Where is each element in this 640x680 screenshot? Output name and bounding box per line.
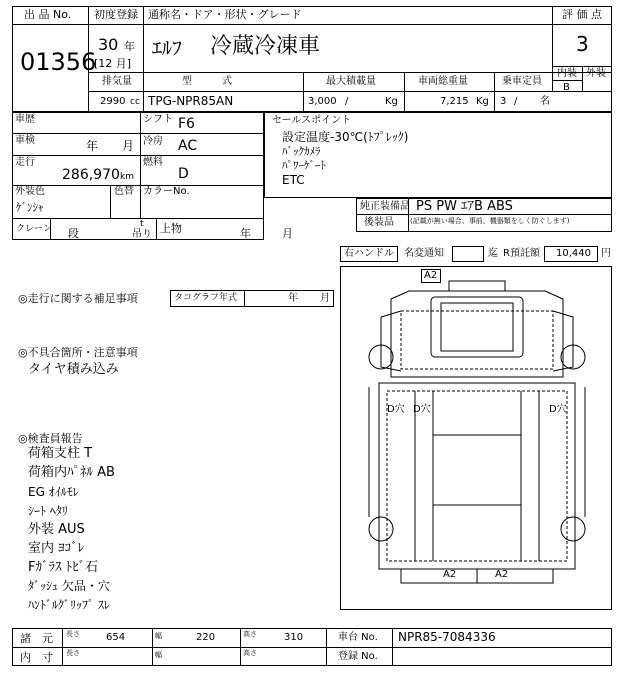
defects-title: ◎不具合箇所・注意事項 <box>18 346 138 359</box>
overall-score: 3 <box>576 32 589 56</box>
crane-stage: 段 <box>68 227 79 240</box>
fuel-label: 燃料 <box>143 157 163 168</box>
upper-year: 年 <box>240 227 251 240</box>
divider <box>404 72 405 112</box>
load-label: 最大積載量 <box>326 76 376 87</box>
body-type: 冷蔵冷凍車 <box>210 34 321 59</box>
inspector-item: 室内 ﾖｺﾞﾚ <box>28 541 85 556</box>
recycle-label: R預託額 <box>503 248 540 259</box>
aftermarket-label: 後装品 <box>364 217 394 228</box>
model-label: 型 式 <box>182 76 232 87</box>
mileage-unit: km <box>120 172 134 182</box>
divider <box>392 628 393 666</box>
inspector-item: Fｶﾞﾗｽ ﾄﾋﾞ石 <box>28 560 99 575</box>
sales-point-item: 設定温度-30℃(ﾄﾌﾟﾚｯｸ) <box>282 130 409 144</box>
damage-mark: A2 <box>495 569 509 580</box>
interior-label: 内装 <box>557 68 577 79</box>
running-remarks-title: ◎走行に関する補足事項 <box>18 292 138 305</box>
divider <box>326 628 327 666</box>
displacement-label: 排気量 <box>102 76 132 87</box>
tacho-label: タコグラフ年式 <box>174 293 238 303</box>
displacement-value: 2990 <box>100 96 126 107</box>
divider <box>140 185 141 218</box>
divider <box>110 185 111 218</box>
capacity-label: 乗車定員 <box>502 76 542 87</box>
width-value: 220 <box>196 632 216 643</box>
truck-outline-icon <box>341 267 613 611</box>
recycle-amount: 10,440 <box>556 248 591 259</box>
interior-dims-label: 内 寸 <box>20 651 53 664</box>
deadline-label: 迄 <box>488 248 498 259</box>
divider <box>240 628 241 666</box>
length-label: 長さ <box>66 649 80 657</box>
reg-year: 30 <box>98 35 119 54</box>
ext-color-value: ｹﾞﾝｼｬ <box>16 201 44 214</box>
color-change-label: 色替 <box>114 186 134 197</box>
name-change-box <box>452 246 484 262</box>
mileage-value: 286,970 <box>62 167 120 183</box>
length-value: 654 <box>106 632 126 643</box>
vehicle-diagram <box>340 266 612 610</box>
width-label: 幅 <box>155 632 162 640</box>
shift-value: F6 <box>178 116 195 132</box>
divider <box>552 80 582 81</box>
length-label: 長さ <box>66 630 80 638</box>
aftermarket-note: (記載が無い場合、事前、機器類をしく防ぐします) <box>410 217 570 225</box>
gross-label: 車両総重量 <box>418 76 468 87</box>
divider <box>88 72 612 73</box>
inspector-item: 荷箱支柱 T <box>28 446 93 461</box>
color-code-label: カラーNo. <box>143 186 190 197</box>
divider <box>143 6 144 72</box>
eval-label: 評 価 点 <box>562 8 602 21</box>
inspector-item: ｼｰﾄ ﾍﾀﾘ <box>28 504 68 518</box>
crane-ton: t <box>140 219 144 229</box>
name-change-label: 名変通知 <box>404 248 444 259</box>
load-unit: Kg <box>385 96 398 107</box>
inspection-year: 年 <box>86 139 99 153</box>
standard-equipment-value: PS PW ｴｱB ABS <box>416 199 513 214</box>
sales-point-item: ﾊﾟﾜｰｹﾞｰﾄ <box>282 159 326 172</box>
first-reg-label: 初度登録 <box>94 8 138 21</box>
divider <box>12 155 264 156</box>
history-label: 車歴 <box>15 114 35 125</box>
lot-number: 01356 <box>20 48 97 76</box>
height-value: 310 <box>284 632 304 643</box>
chassis-label: 車台 No. <box>338 632 378 643</box>
right-hand-label: 右ハンドル <box>344 248 394 259</box>
ac-label: 冷房 <box>143 136 163 147</box>
load-value: 3,000 <box>308 96 337 107</box>
displacement-unit: cc <box>130 97 140 107</box>
standard-equipment-label: 純正装備品 <box>360 201 410 212</box>
fuel-value: D <box>178 166 189 182</box>
lot-label: 出 品 No. <box>24 8 72 21</box>
load-separator: / <box>345 96 349 107</box>
model-value: TPG-NPR85AN <box>148 94 234 108</box>
damage-mark: D穴 <box>549 404 567 415</box>
height-label: 高さ <box>243 649 257 657</box>
inspection-month: 月 <box>122 139 135 153</box>
defect-item: タイヤ積み込み <box>28 362 119 377</box>
name-label: 通称名・ドア・形状・グレード <box>148 8 302 21</box>
inspector-item: ﾊﾝﾄﾞﾙｸﾞﾘｯﾌﾟ ｽﾚ <box>28 598 110 612</box>
reg-year-unit: 年 <box>124 40 135 53</box>
ext-color-label: 外装色 <box>15 186 45 197</box>
upper-label: 上物 <box>160 222 182 235</box>
registration-label: 登録 No. <box>338 651 378 662</box>
inspector-item: 荷箱内ﾊﾟﾈﾙ AB <box>28 465 115 480</box>
exterior-label: 外装 <box>586 68 606 79</box>
capacity-separator: / <box>514 96 518 107</box>
divider <box>88 91 612 92</box>
divider <box>156 218 157 240</box>
divider <box>244 290 245 307</box>
divider <box>62 628 63 666</box>
mileage-label: 走行 <box>15 157 35 168</box>
maker-name: ｴﾙﾌ <box>152 36 182 60</box>
inspector-title: ◎検査員報告 <box>18 432 83 445</box>
divider <box>494 72 495 112</box>
reg-month: [12 月] <box>94 57 132 70</box>
damage-mark: A2 <box>424 270 438 281</box>
divider <box>303 72 304 112</box>
inspector-item: EG ｵｲﾙﾓﾚ <box>28 485 79 499</box>
sales-points-title: セールスポイント <box>272 115 352 126</box>
divider <box>12 185 264 186</box>
damage-mark: A2 <box>443 569 457 580</box>
upper-month: 月 <box>282 227 293 240</box>
capacity-unit: 名 <box>540 96 550 107</box>
chassis-number: NPR85-7084336 <box>398 630 496 644</box>
crane-label: クレーン <box>16 224 52 234</box>
divider <box>582 66 583 92</box>
divider <box>143 72 144 112</box>
sales-point-item: ﾊﾞｯｸｶﾒﾗ <box>282 145 321 158</box>
divider <box>12 133 264 134</box>
height-label: 高さ <box>243 630 257 638</box>
inspection-label: 車検 <box>15 135 35 146</box>
divider <box>152 628 153 666</box>
dims-label: 諸 元 <box>20 632 53 645</box>
tacho-year: 年 <box>288 293 298 304</box>
ac-value: AC <box>178 138 198 154</box>
tacho-month: 月 <box>320 293 330 304</box>
capacity-value: 3 <box>500 96 507 107</box>
width-label: 幅 <box>155 651 162 659</box>
divider <box>140 112 141 186</box>
gross-unit: Kg <box>476 96 489 107</box>
inspector-item: 外装 AUS <box>28 522 85 537</box>
sales-point-item: ETC <box>282 173 305 187</box>
divider <box>356 214 612 215</box>
recycle-unit: 円 <box>601 248 611 259</box>
crane-lift: 吊り <box>132 229 152 240</box>
divider <box>12 24 612 25</box>
shift-label: シフト <box>143 114 173 125</box>
interior-grade: B <box>563 82 570 93</box>
gross-value: 7,215 <box>440 96 469 107</box>
divider <box>12 647 612 648</box>
damage-mark: D穴 <box>387 404 405 415</box>
damage-mark: D穴 <box>413 404 431 415</box>
inspector-item: ﾀﾞｯｼｭ 欠品・穴 <box>28 579 110 593</box>
